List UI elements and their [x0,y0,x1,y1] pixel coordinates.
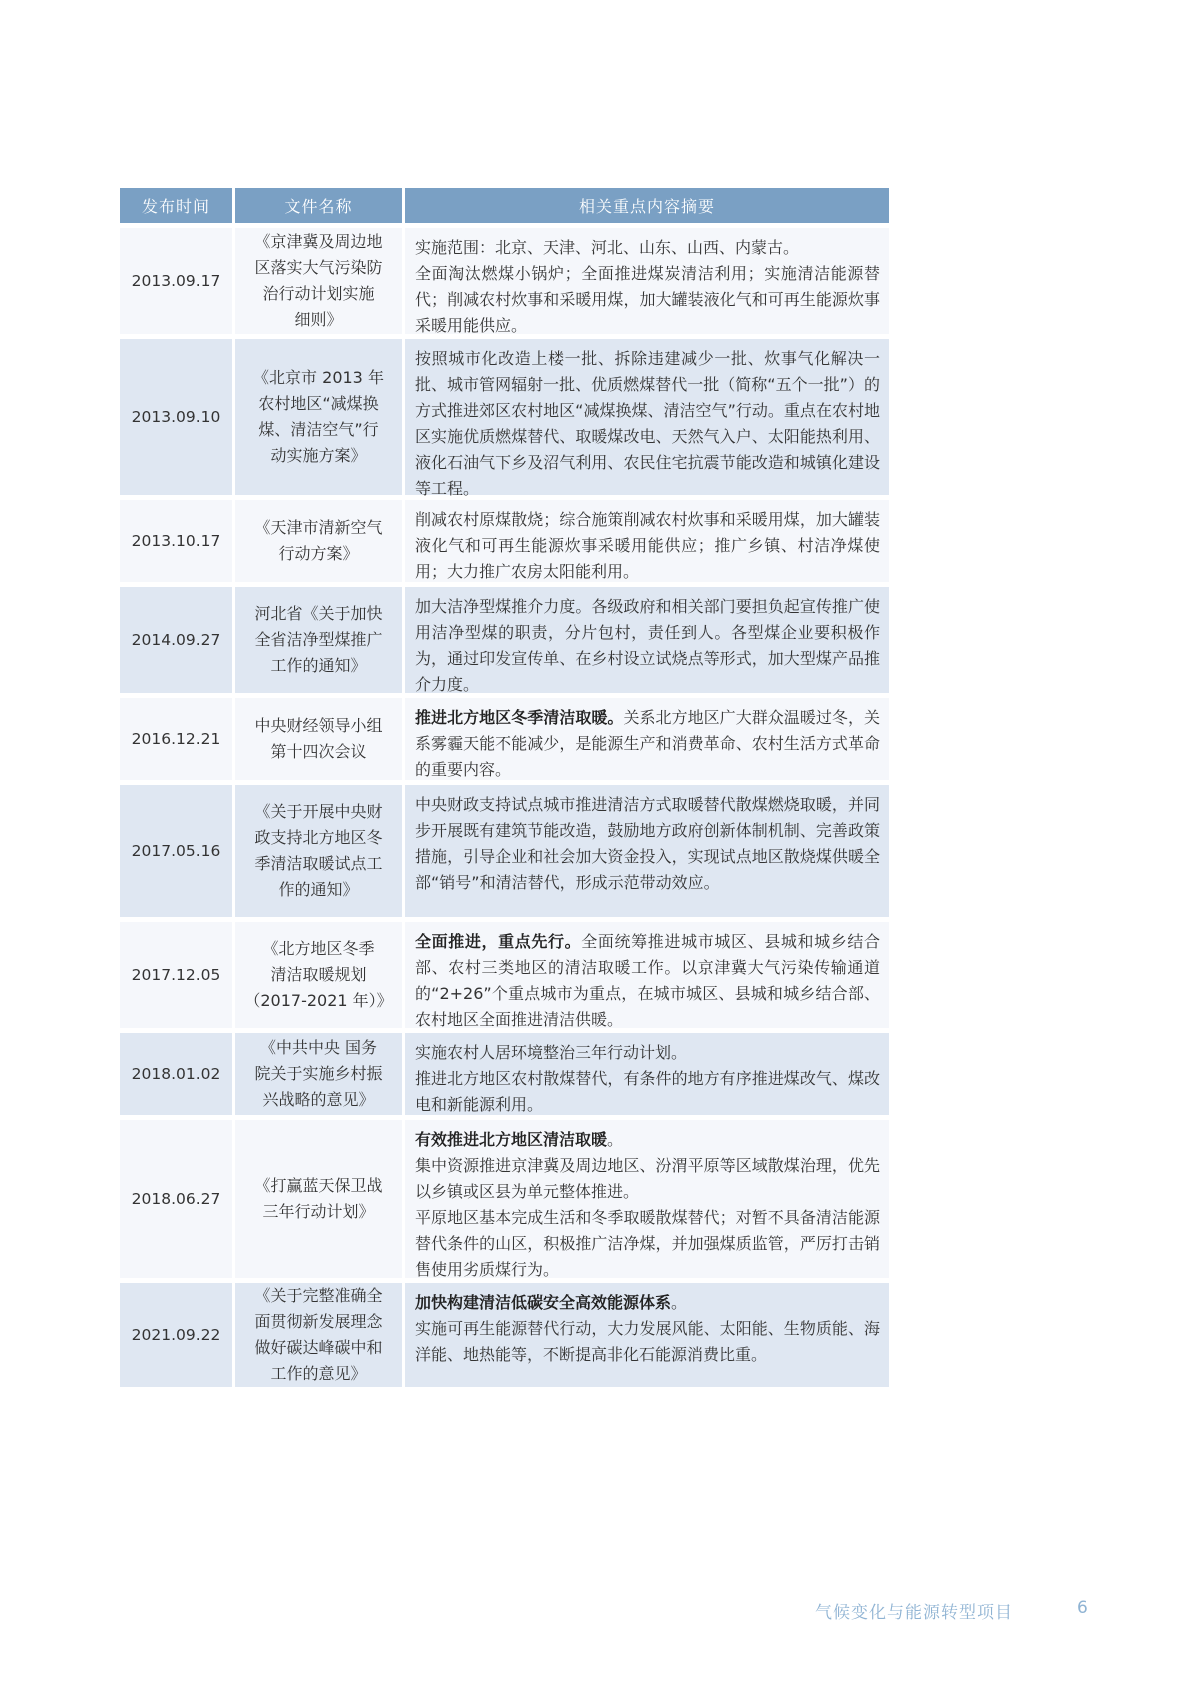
table-cell-date: 2021.09.22 [120,1283,232,1387]
table-cell-summary [405,698,889,780]
table-cell-summary [405,587,889,693]
document-name-line: 《天津市清新空气 [254,518,383,537]
summary-text: 。 [607,1130,624,1149]
document-name-line: 《关于开展中央财 [254,802,383,821]
table-cell-date: 2014.09.27 [120,587,232,693]
summary-paragraph [415,1205,880,1283]
document-name-line: 季清洁取暖试点工 [254,854,383,873]
table-cell-summary [405,500,889,582]
document-name-line: 行动方案》 [278,544,359,563]
summary-paragraph [415,1316,880,1368]
table-cell-summary [405,228,889,334]
summary-paragraph [415,1066,880,1118]
summary-bold-lead: 全面推进，重点先行。 [415,932,582,951]
document-name-line: 动实施方案》 [270,446,367,465]
document-name-line: 工作的通知》 [270,656,367,675]
summary-text: 加大洁净型煤推介力度。各级政府和相关部门要担负起宣传推广使用洁净型煤的职责，分片包村，责任到人。各型煤企业要积极作为，通过印发宣传单、在乡村设立试烧点等形式，加大型煤产品推介力度。 [415,597,880,694]
table-cell-date: 2013.10.17 [120,500,232,582]
summary-paragraph [415,261,880,339]
summary-text: 推进北方地区农村散煤替代，有条件的地方有序推进煤改气、煤改电和新能源利用。 [415,1069,880,1114]
document-name-line: 第十四次会议 [270,742,367,761]
document-name-line: 做好碳达峰碳中和 [254,1338,383,1357]
summary-text: 中央财政支持试点城市推进清洁方式取暖替代散煤燃烧取暖，并同步开展既有建筑节能改造，鼓励地方政府创新体制机制、完善政策措施，引导企业和社会加大资金投入，实现试点地区散烧煤供暖全部“销号”和清洁替代，形成示范带动效应。 [415,795,880,892]
document-name-line: （2017-2021 年）》 [244,991,393,1010]
footer-project-title: 气候变化与能源转型项目 [815,1603,1013,1623]
summary-text: 全面统筹推进城市城区、县城和城乡结合部、农村三类地区的清洁取暖工作。以京津冀大气污染传输通道的“2+26”个重点城市为重点，在城市城区、县城和城乡结合部、农村地区全面推进清洁供暖。 [415,932,880,1029]
table-cell-document [235,1283,402,1387]
document-name-line: 治行动计划实施 [262,284,375,303]
table-cell-summary [405,1120,889,1278]
summary-paragraph [415,594,880,698]
summary-text: 关系北方地区广大群众温暖过冬，关系雾霾天能不能减少，是能源生产和消费革命、农村生活方式革命的重要内容。 [415,708,880,779]
table-cell-document [235,922,402,1028]
summary-text: 实施可再生能源替代行动，大力发展风能、太阳能、生物质能、海洋能、地热能等，不断提高非化石能源消费比重。 [415,1319,880,1364]
document-name-line: 中央财经领导小组 [254,716,383,735]
table-cell-document [235,500,402,582]
summary-paragraph [415,235,880,261]
summary-text: 全面淘汰燃煤小锅炉；全面推进煤炭清洁利用；实施清洁能源替代；削减农村炊事和采暖用煤，加大罐装液化气和可再生能源炊事采暖用能供应。 [415,264,880,335]
table-cell-date: 2016.12.21 [120,698,232,780]
header-summary: 相关重点内容摘要 [405,188,889,223]
document-name-line: 区落实大气污染防 [254,258,383,277]
document-name-line: 政支持北方地区冬 [254,828,383,847]
document-name-line: 河北省《关于加快 [254,604,383,623]
document-name-line: 《京津冀及周边地 [254,232,383,251]
summary-bold-lead: 有效推进北方地区清洁取暖 [415,1130,608,1149]
table-cell-document [235,785,402,917]
table-cell-document [235,1120,402,1278]
document-name-line: 面贯彻新发展理念 [254,1312,383,1331]
table-cell-date: 2017.05.16 [120,785,232,917]
table-cell-summary [405,922,889,1028]
table-cell-date: 2017.12.05 [120,922,232,1028]
table-cell-date: 2018.01.02 [120,1033,232,1115]
summary-text: 按照城市化改造上楼一批、拆除违建减少一批、炊事气化解决一批、城市管网辐射一批、优质燃煤替代一批（简称“五个一批”）的方式推进郊区农村地区“减煤换煤、清洁空气”行动。重点在农村地区实施优质燃煤替代、取暖煤改电、天然气入户、太阳能热利用、液化石油气下乡及沼气利用、农民住宅抗震节能改造和城镇化建设等工程。 [415,349,880,498]
summary-paragraph [415,705,880,783]
summary-paragraph [415,346,880,502]
document-name-line: 兴战略的意见》 [262,1090,375,1109]
summary-paragraph [415,1127,880,1153]
summary-text: 平原地区基本完成生活和冬季取暖散煤替代；对暂不具备清洁能源替代条件的山区，积极推广洁净煤，并加强煤质监管，严厉打击销售使用劣质煤行为。 [415,1208,880,1279]
document-name-line: 《关于完整准确全 [254,1286,383,1305]
summary-paragraph [415,1290,880,1316]
table-cell-date: 2018.06.27 [120,1120,232,1278]
header-date: 发布时间 [120,188,232,223]
table-cell-document [235,587,402,693]
table-cell-date: 2013.09.10 [120,339,232,495]
summary-paragraph [415,1040,880,1066]
document-name-line: 工作的意见》 [270,1364,367,1383]
header-document: 文件名称 [235,188,402,223]
table-cell-document [235,228,402,334]
page-footer [0,1598,1191,1622]
document-name-line: 农村地区“减煤换 [258,394,379,413]
page-number: 6 [1077,1598,1088,1618]
document-name-line: 《北方地区冬季 [262,939,375,958]
policy-table [120,188,889,1387]
summary-bold-lead: 推进北方地区冬季清洁取暖。 [415,708,624,727]
document-name-line: 三年行动计划》 [262,1202,375,1221]
document-name-line: 全省洁净型煤推广 [254,630,383,649]
document-name-line: 《中共中央 国务 [259,1038,378,1057]
summary-paragraph [415,929,880,1033]
summary-paragraph [415,1153,880,1205]
document-name-line: 院关于实施乡村振 [254,1064,383,1083]
document-name-line: 作的通知》 [278,880,359,899]
table-cell-date: 2013.09.17 [120,228,232,334]
summary-text: 。 [671,1293,688,1312]
table-cell-summary [405,339,889,498]
table-cell-document [235,698,402,780]
table-cell-summary [405,1283,889,1387]
table-cell-document [235,339,402,495]
summary-bold-lead: 加快构建清洁低碳安全高效能源体系 [415,1293,672,1312]
summary-text: 实施农村人居环境整治三年行动计划。 [415,1043,688,1062]
document-name-line: 细则》 [294,310,343,329]
document-name-line: 煤、清洁空气”行 [258,420,379,439]
summary-text: 削减农村原煤散烧；综合施策削减农村炊事和采暖用煤，加大罐装液化气和可再生能源炊事采暖用能供应；推广乡镇、村洁净煤使用；大力推广农房太阳能利用。 [415,510,880,581]
table-cell-summary [405,1033,889,1115]
summary-text: 实施范围：北京、天津、河北、山东、山西、内蒙古。 [415,238,800,257]
document-name-line: 《北京市 2013 年 [253,368,384,387]
summary-paragraph [415,792,880,896]
table-cell-document [235,1033,402,1115]
summary-text: 集中资源推进京津冀及周边地区、汾渭平原等区域散煤治理，优先以乡镇或区县为单元整体推进。 [415,1156,880,1201]
policy-table-grid [120,188,889,1387]
summary-paragraph [415,507,880,585]
document-name-line: 清洁取暖规划 [270,965,367,984]
table-cell-summary [405,785,889,917]
document-name-line: 《打赢蓝天保卫战 [254,1176,383,1195]
